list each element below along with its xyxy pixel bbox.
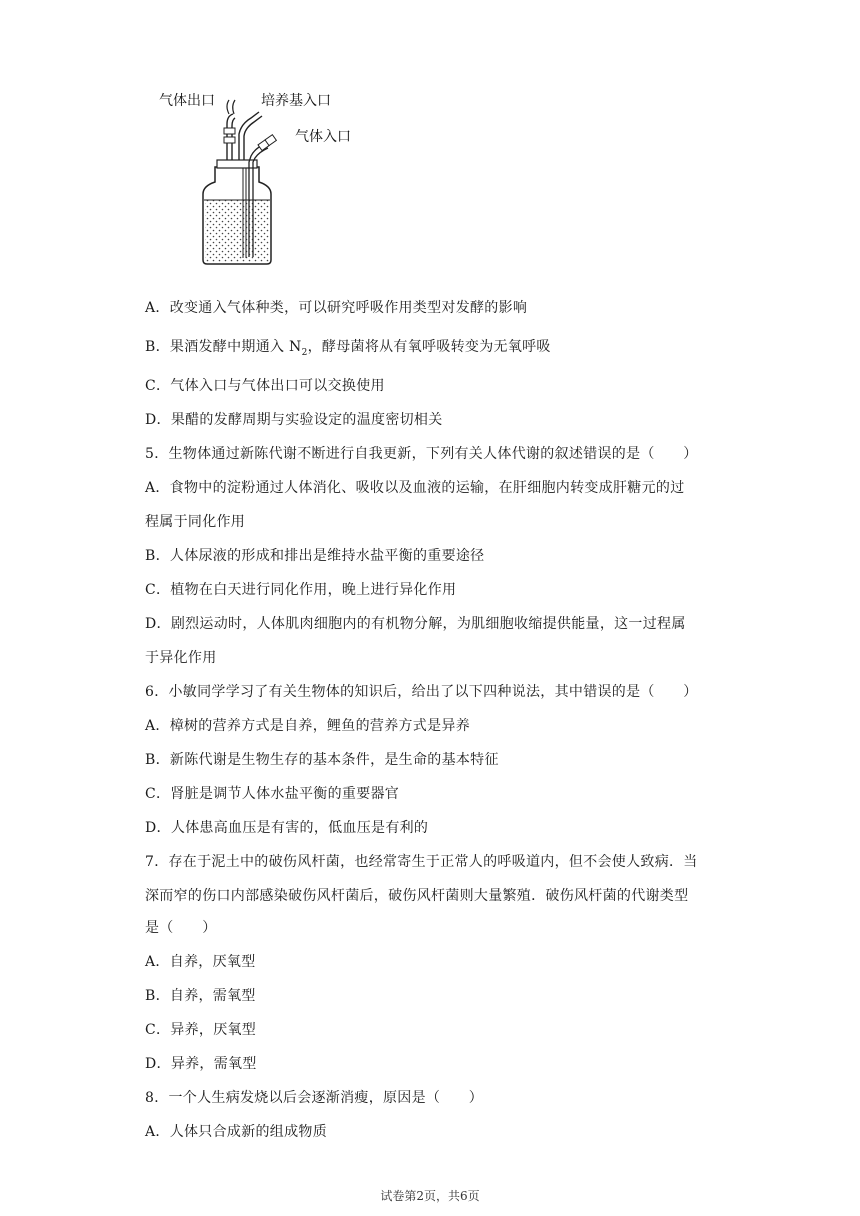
q4-option-b (145, 337, 551, 363)
q5-stem: 5．生物体通过新陈代谢不断进行自我更新，下列有关人体代谢的叙述错误的是（ ） (145, 446, 698, 462)
fermentation-bottle-diagram (155, 82, 370, 272)
q7-option-c: C．异养，厌氧型 (145, 1022, 257, 1038)
q4-option-a: A．改变通入气体种类，可以研究呼吸作用类型对发酵的影响 (145, 300, 528, 316)
label-gas-outlet: 气体出口 (159, 93, 215, 109)
q4-option-c: C．气体入口与气体出口可以交换使用 (145, 378, 385, 394)
q5-option-d-line1: D．剧烈运动时，人体肌肉细胞内的有机物分解，为肌细胞收缩提供能量，这一过程属 (145, 616, 686, 632)
q5-option-d-line2: 于异化作用 (145, 650, 217, 666)
n2-subscript: 2 (301, 347, 308, 358)
q5-option-a-line1: A．食物中的淀粉通过人体消化、吸收以及血液的运输，在肝细胞内转变成肝糖元的过 (145, 480, 685, 496)
q4-option-b-text: B．果酒发酵中期通入 N (145, 339, 302, 355)
q7-option-b: B．自养，需氧型 (145, 988, 256, 1004)
culture-liquid (205, 200, 269, 262)
q6-option-c: C．肾脏是调节人体水盐平衡的重要器官 (145, 786, 400, 802)
label-gas-inlet: 气体入口 (295, 129, 351, 145)
q5-option-b: B．人体尿液的形成和排出是维持水盐平衡的重要途径 (145, 548, 485, 564)
q6-option-a: A．樟树的营养方式是自养，鲤鱼的营养方式是异养 (145, 718, 471, 734)
q5-option-c: C．植物在白天进行同化作用，晚上进行异化作用 (145, 582, 457, 598)
q6-stem: 6．小敏同学学习了有关生物体的知识后，给出了以下四种说法，其中错误的是（ ） (145, 684, 698, 700)
q4-option-b-text-end: ，酵母菌将从有氧呼吸转变为无氧呼吸 (307, 339, 551, 355)
label-medium-inlet: 培养基入口 (261, 93, 331, 109)
q7-stem-line1: 7．存在于泥土中的破伤风杆菌，也经常寄生于正常人的呼吸道内，但不会使人致病．当 (145, 854, 698, 870)
q4-option-d: D．果醋的发酵周期与实验设定的温度密切相关 (145, 412, 443, 428)
q7-stem-line2: 深而窄的伤口内部感染破伤风杆菌后，破伤风杆菌则大量繁殖．破伤风杆菌的代谢类型 (145, 888, 689, 904)
q7-stem-line3: 是（ ） (145, 920, 217, 936)
q8-stem: 8．一个人生病发烧以后会逐渐消瘦，原因是（ ） (145, 1090, 484, 1106)
q5-option-a-line2: 程属于同化作用 (145, 514, 246, 530)
fermentation-apparatus-figure (155, 82, 370, 272)
q8-option-a: A．人体只合成新的组成物质 (145, 1124, 328, 1140)
q6-option-d: D．人体患高血压是有害的，低血压是有利的 (145, 820, 429, 836)
q7-option-d: D．异养，需氧型 (145, 1056, 257, 1072)
q7-option-a: A．自养，厌氧型 (145, 954, 256, 970)
page-footer: 试卷第2页，共6页 (380, 1189, 480, 1203)
q6-option-b: B．新陈代谢是生物生存的基本条件，是生命的基本特征 (145, 752, 499, 768)
